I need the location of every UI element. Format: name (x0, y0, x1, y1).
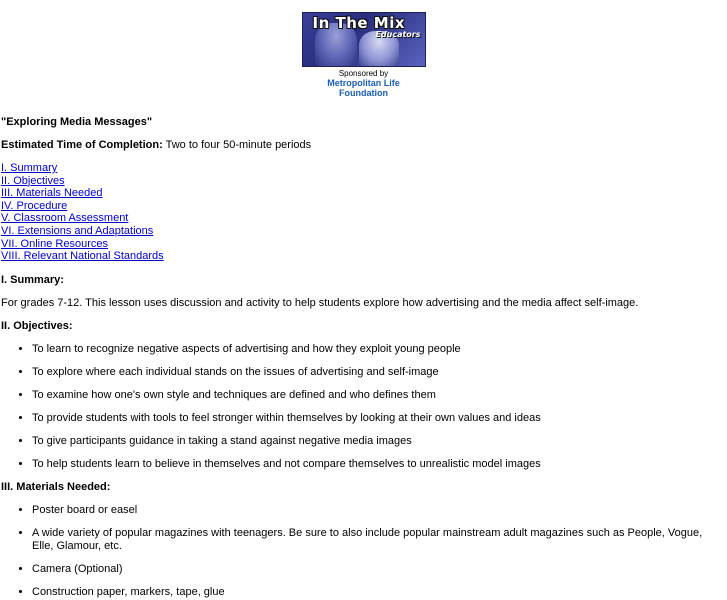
toc-link-objectives[interactable]: II. Objectives (1, 174, 65, 187)
list-item: • Poster board or easel (32, 504, 721, 517)
table-of-contents (1, 162, 721, 263)
summary-text: For grades 7-12. This lesson uses discussion and activity to help students explore how advertising and the media affect self-image. (1, 296, 639, 309)
toc-link-online-resources[interactable]: VII. Online Resources (1, 237, 108, 250)
page-header (0, 12, 727, 98)
sponsor-name-line2: Foundation (339, 88, 388, 98)
list-item: • To examine how one's own style and techniques are defined and who defines them (32, 389, 721, 402)
list-item: • To learn to recognize negative aspects of advertising and how they exploit young people (32, 343, 721, 356)
summary-heading: I. Summary: (1, 273, 64, 286)
estimated-time (1, 139, 721, 152)
list-item: • To explore where each individual stands on the issues of advertising and self-image (32, 366, 721, 379)
list-item: • A wide variety of popular magazines with teenagers. Be sure to also include popular mainstream adult magazines such as People, Vogue, Elle, Glamour, etc. (32, 527, 721, 553)
toc-link-assessment[interactable]: V. Classroom Assessment (1, 212, 129, 225)
sponsored-by-text: Sponsored by (338, 69, 389, 78)
objectives-heading: II. Objectives: (1, 319, 73, 332)
objectives-list (1, 343, 721, 471)
in-the-mix-banner[interactable] (302, 12, 426, 67)
sponsor-name-line1: Metropolitan Life (327, 78, 400, 88)
estimated-time-value: Two to four 50-minute periods (162, 139, 312, 151)
banner-logo-title: In The Mix (312, 14, 406, 32)
toc-link-materials[interactable]: III. Materials Needed (1, 187, 103, 200)
toc-link-national-standards[interactable]: VIII. Relevant National Standards (1, 250, 164, 263)
toc-link-extensions[interactable]: VI. Extensions and Adaptations (1, 224, 154, 237)
materials-heading: III. Materials Needed: (1, 480, 111, 493)
estimated-time-label: Estimated Time of Completion: (1, 139, 163, 151)
list-item: • To provide students with tools to feel stronger within themselves by looking at their own values and ideas (32, 412, 721, 425)
list-item: • Construction paper, markers, tape, glue (32, 586, 721, 599)
materials-list (1, 504, 721, 599)
toc-link-procedure[interactable]: IV. Procedure (1, 199, 68, 212)
banner-logo-subtitle: Educators (375, 30, 421, 39)
list-item: • To give participants guidance in taking a stand against negative media images (32, 435, 721, 448)
sponsor-logo[interactable] (0, 78, 727, 98)
list-item: • To help students learn to believe in themselves and not compare themselves to unrealistic model images (32, 458, 721, 471)
lesson-content (1, 116, 721, 599)
lesson-title: "Exploring Media Messages" (1, 116, 153, 128)
list-item: • Camera (Optional) (32, 563, 721, 576)
toc-link-summary[interactable]: I. Summary (1, 162, 58, 174)
